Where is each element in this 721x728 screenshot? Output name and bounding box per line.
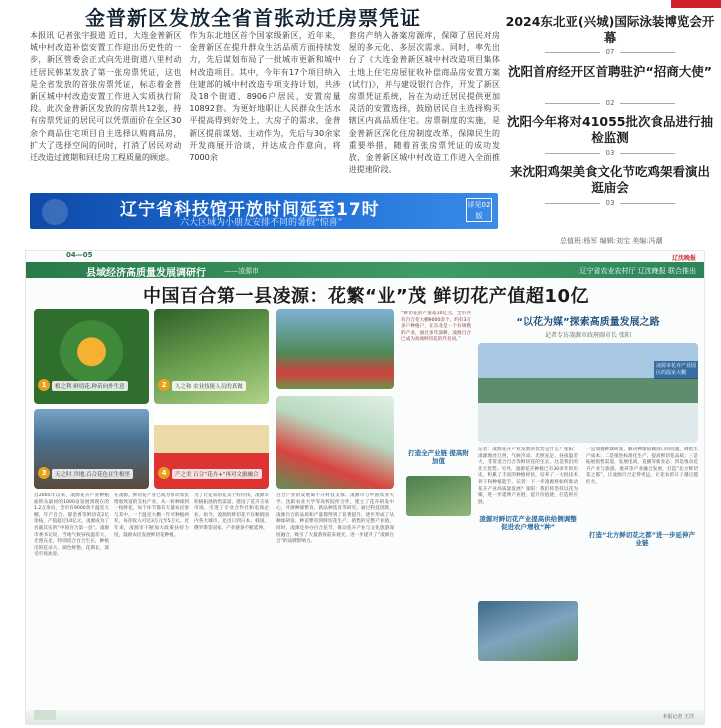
banner-logo-icon — [42, 199, 68, 225]
interview-col-2: 一是加强种球研发，解决种球依赖进口的问题，降低生产成本；二是推进标准化生产，提高鲜切花品质；三是拓展销售渠道，发展电商、直播等新业态；四是推动花卉产业与旅游、康养等产业融合发展，打造“北方鲜切花之都”，让凌源百合走得更远，让花农的日子越过越红火。 — [586, 447, 698, 485]
photo-number-4: 4 — [158, 467, 170, 479]
article-col-2: 在凌源，鲜切花产业已成为带动农民增收致富的支柱产业，从一粒种球到一枝鲜花，每个环节都有大量农民参与其中。一个温室大棚一年可种植两茬，每茬收入可达3万元至5万元。近年来，凌源市不断加大政策扶持力度，鼓励农民发展鲜切花种植。 — [114, 493, 189, 538]
photo-number-3: 3 — [38, 467, 50, 479]
index-tag — [671, 0, 721, 8]
flower-market-photo[interactable] — [154, 409, 269, 489]
photo-caption-2: 人之和 农业技能人员的真做 — [172, 381, 246, 391]
banner-subtitle: 六大区域为小朋友安排不同的暑假“惊喜” — [180, 218, 343, 228]
index-page-2: 02 — [525, 99, 695, 107]
interview-subtitle: 记者专访凌源市政府副市长 张阳 — [545, 332, 631, 339]
page-numbers: 04—05 — [66, 251, 93, 259]
interview-col-1: 记者：凌源花卉产业发展的优势是什么？张阳：凌源地处辽西，气候冷凉、光照充足、昼夜温差大，非常适合百合等鲜切花的生长，这是我们的先天优势。另外，凌源花卉种植已有30多年的历史，积累了丰富的种植经验，培养了一大批技术骨干和种植能手。记者：下一步凌源将如何推动花卉产业高质量发展？张阳：我们将坚持以花为媒，进一步延伸产业链，提升价值链，打造供应链。 — [478, 447, 578, 505]
photo-caption-4: 产之美 百合“花卉+”再对文旅融合 — [172, 469, 262, 479]
index-item-1[interactable]: 2024东北亚(兴城)国际泳装博览会开幕 — [505, 14, 715, 45]
section-partners: 辽宁省农业农村厅 辽沈晚报 联合推出 — [579, 267, 696, 275]
page-title[interactable]: 中国百合第一县凌源：花繁“业”茂 鲜切花产值超10亿 — [143, 286, 589, 307]
article-col-3: 为了让花农的花卖个好价钱，凌源市积极拓展销售渠道，建设了花卉交易市场，引进了专业合作社和电商企业。如今，凌源的鲜切花不仅畅销国内各大城市，还出口到日本、韩国、俄罗斯等国家，产业链条不断延伸。 — [194, 493, 269, 531]
interview-title[interactable]: “以花为媒”探索高质量发展之路 — [516, 317, 660, 328]
banner-page-ref[interactable]: 详见02版 — [466, 198, 492, 222]
photo-caption-1: 植之利 鲜切花,种苗向外生意 — [52, 381, 128, 391]
top-article-col-2: 作为东北地区首个国家级新区，近年来，金普新区在提升群众生活品质方面持续发力，先后谋划布局了一批城市更新和城中村改造项目。其中，今年有17个项目纳入住建部的城中村改造专项支持计划，共涉及18个街道、8906户居民，安置房量10892套。为更好地职让人民群众生活水平提高得到好处上，大房子的需求，金普新区提前谋划、主动作为，先后与30余家开发商展开洽谈，并达成合作意向，将7000余 — [189, 31, 341, 163]
pull-quote: “鲜切花的产值超10亿元，全市共有百合花大棚9000余个，约有3万多户种植户，在东北是一个有规模的产业，通过多年深耕，凌源百合已成为高端鲜切花的代名词。” — [401, 311, 471, 343]
top-strip — [0, 0, 721, 250]
index-item-4[interactable]: 来沈阳鸡架美食文化节吃鸡架看演出逛庙会 — [509, 164, 710, 195]
newspaper-spread — [25, 250, 705, 725]
top-headline[interactable]: 金普新区发放全省首张动迁房票凭证 — [85, 6, 421, 30]
index-page-1: 07 — [525, 48, 695, 56]
byline: 本报记者 王洋 — [662, 714, 694, 720]
flower-field-photo[interactable] — [276, 309, 394, 389]
section-bar — [26, 262, 705, 278]
index-page-4: 03 — [525, 199, 695, 207]
photo-number-2: 2 — [158, 379, 170, 391]
index-item-2[interactable]: 沈阳首府经开区首聘驻沪“招商大使” — [508, 64, 712, 79]
article-col-1: 自2005年以来，凌源花卉产业种植面积从最初的1000亩发展到现在的1.2万余亩，全市有9000余个温室大棚，年产百合、郁金香等鲜切花2亿余枝，产值超过10亿元，凌源成为了名副其实的“中国百合第一县”。凌源市委书记说，当地气候昼夜温差大，光照充足，特别适合百合生长，种植出的花朵大、颜色鲜艳、花期长，深受市场欢迎。 — [34, 493, 109, 558]
lily-photo[interactable] — [34, 309, 149, 404]
index-item-3[interactable]: 沈阳今年将对41055批次食品进行抽检监测 — [507, 114, 713, 145]
footer-illustration — [34, 710, 56, 720]
interview-header — [478, 313, 698, 341]
news-index — [505, 0, 721, 250]
editor-credits: 总值班:杨军 编辑:刘宝 美编:冯潮 — [560, 237, 663, 245]
photo-number-1: 1 — [38, 379, 50, 391]
promo-banner[interactable] — [30, 193, 498, 229]
masthead — [26, 251, 705, 261]
top-article-col-3: 套房产纳入备案房源库，保障了居民对房屋的多元化、多层次需求。同时，率先出台了《大连金普新区城中村改造项目集体土地上住宅房屋征收补偿商品房安置方案(试行)》，并与建设银行合作，开发了新区房票凭证系统，旨在为动迁居民提供更加灵活的安置选择，鼓励居民自主选择购买辖区内高品质住宅。房票制度的实施，是金普新区深化住房制度改革，保障民生的重要举措，随着首张房票凭证的成功发放，金普新区城中村改造工作进入全面推进提速阶段。 — [348, 31, 500, 175]
photo-caption-3: 天之时 冷地,百合花色在生根里 — [52, 469, 133, 479]
top-article — [30, 30, 500, 180]
section-city: ——凌源市 — [224, 267, 259, 275]
article-col-4: 百合产业的发展离不开科技支撑。凌源市与中国农业大学、沈阳农业大学等高校院所合作，建立了花卉研发中心，开展种球繁育、新品种选育等研究。通过科技创新，凌源百合的品质和产量都得到了显著提升，逐步形成了从种球研发、种苗繁育到鲜切花生产、销售的完整产业链。同时，凌源还举办百合花节，推动花卉产业与文化旅游深度融合，吸引了大量游客前来观光，进一步提升了“凌源百合”的品牌影响力。 — [276, 493, 394, 545]
masthead-logo: 辽沈晚报 — [671, 255, 696, 262]
page-footer — [26, 710, 705, 724]
aerial-caption: 凌源市花卉产业园区的温室大棚 — [654, 361, 698, 379]
subhead-1: 打造全产业链 提高附加值 — [408, 449, 469, 465]
index-page-3: 03 — [525, 149, 695, 157]
banner-title: 辽宁省科技馆开放时间延至17时 — [120, 200, 380, 220]
nursery-photo[interactable] — [478, 601, 578, 661]
red-lily-photo[interactable] — [276, 396, 394, 489]
top-article-col-1: 本报讯 记者张宇报道 近日，大连金普新区城中村改造补偿安置工作迎出历史性的一步，新区管委会正式向先进街道八里村动迁居民韩某发放了第一张房票凭证，这也是全省发放的首张房票凭证，标志着金普新区城中村改造安置工作进入实质执行阶段。此次金普新区发放的房票共12张，持有房票凭证的居民可以凭票面价在全区30余个商品住宅项目自主选择认购商品房，扩大了选择空间的同时，打消了居民对动迁改造过渡期和回迁房工程质量的顾虑。 — [30, 31, 182, 163]
section-title: 县域经济高质量发展调研行 — [86, 268, 206, 279]
greenhouse-aerial-photo[interactable] — [478, 343, 698, 443]
subhead-3: 打造“北方鲜切花之都”进一步延伸产业链 — [588, 531, 696, 547]
sapling-photo[interactable] — [406, 476, 471, 516]
subhead-2: 凌源对鲜切花产业提高供给侧调整 促进农户增收“种” — [479, 515, 577, 531]
farmer-photo[interactable] — [34, 409, 149, 489]
greenhouse-worker-photo[interactable] — [154, 309, 269, 404]
